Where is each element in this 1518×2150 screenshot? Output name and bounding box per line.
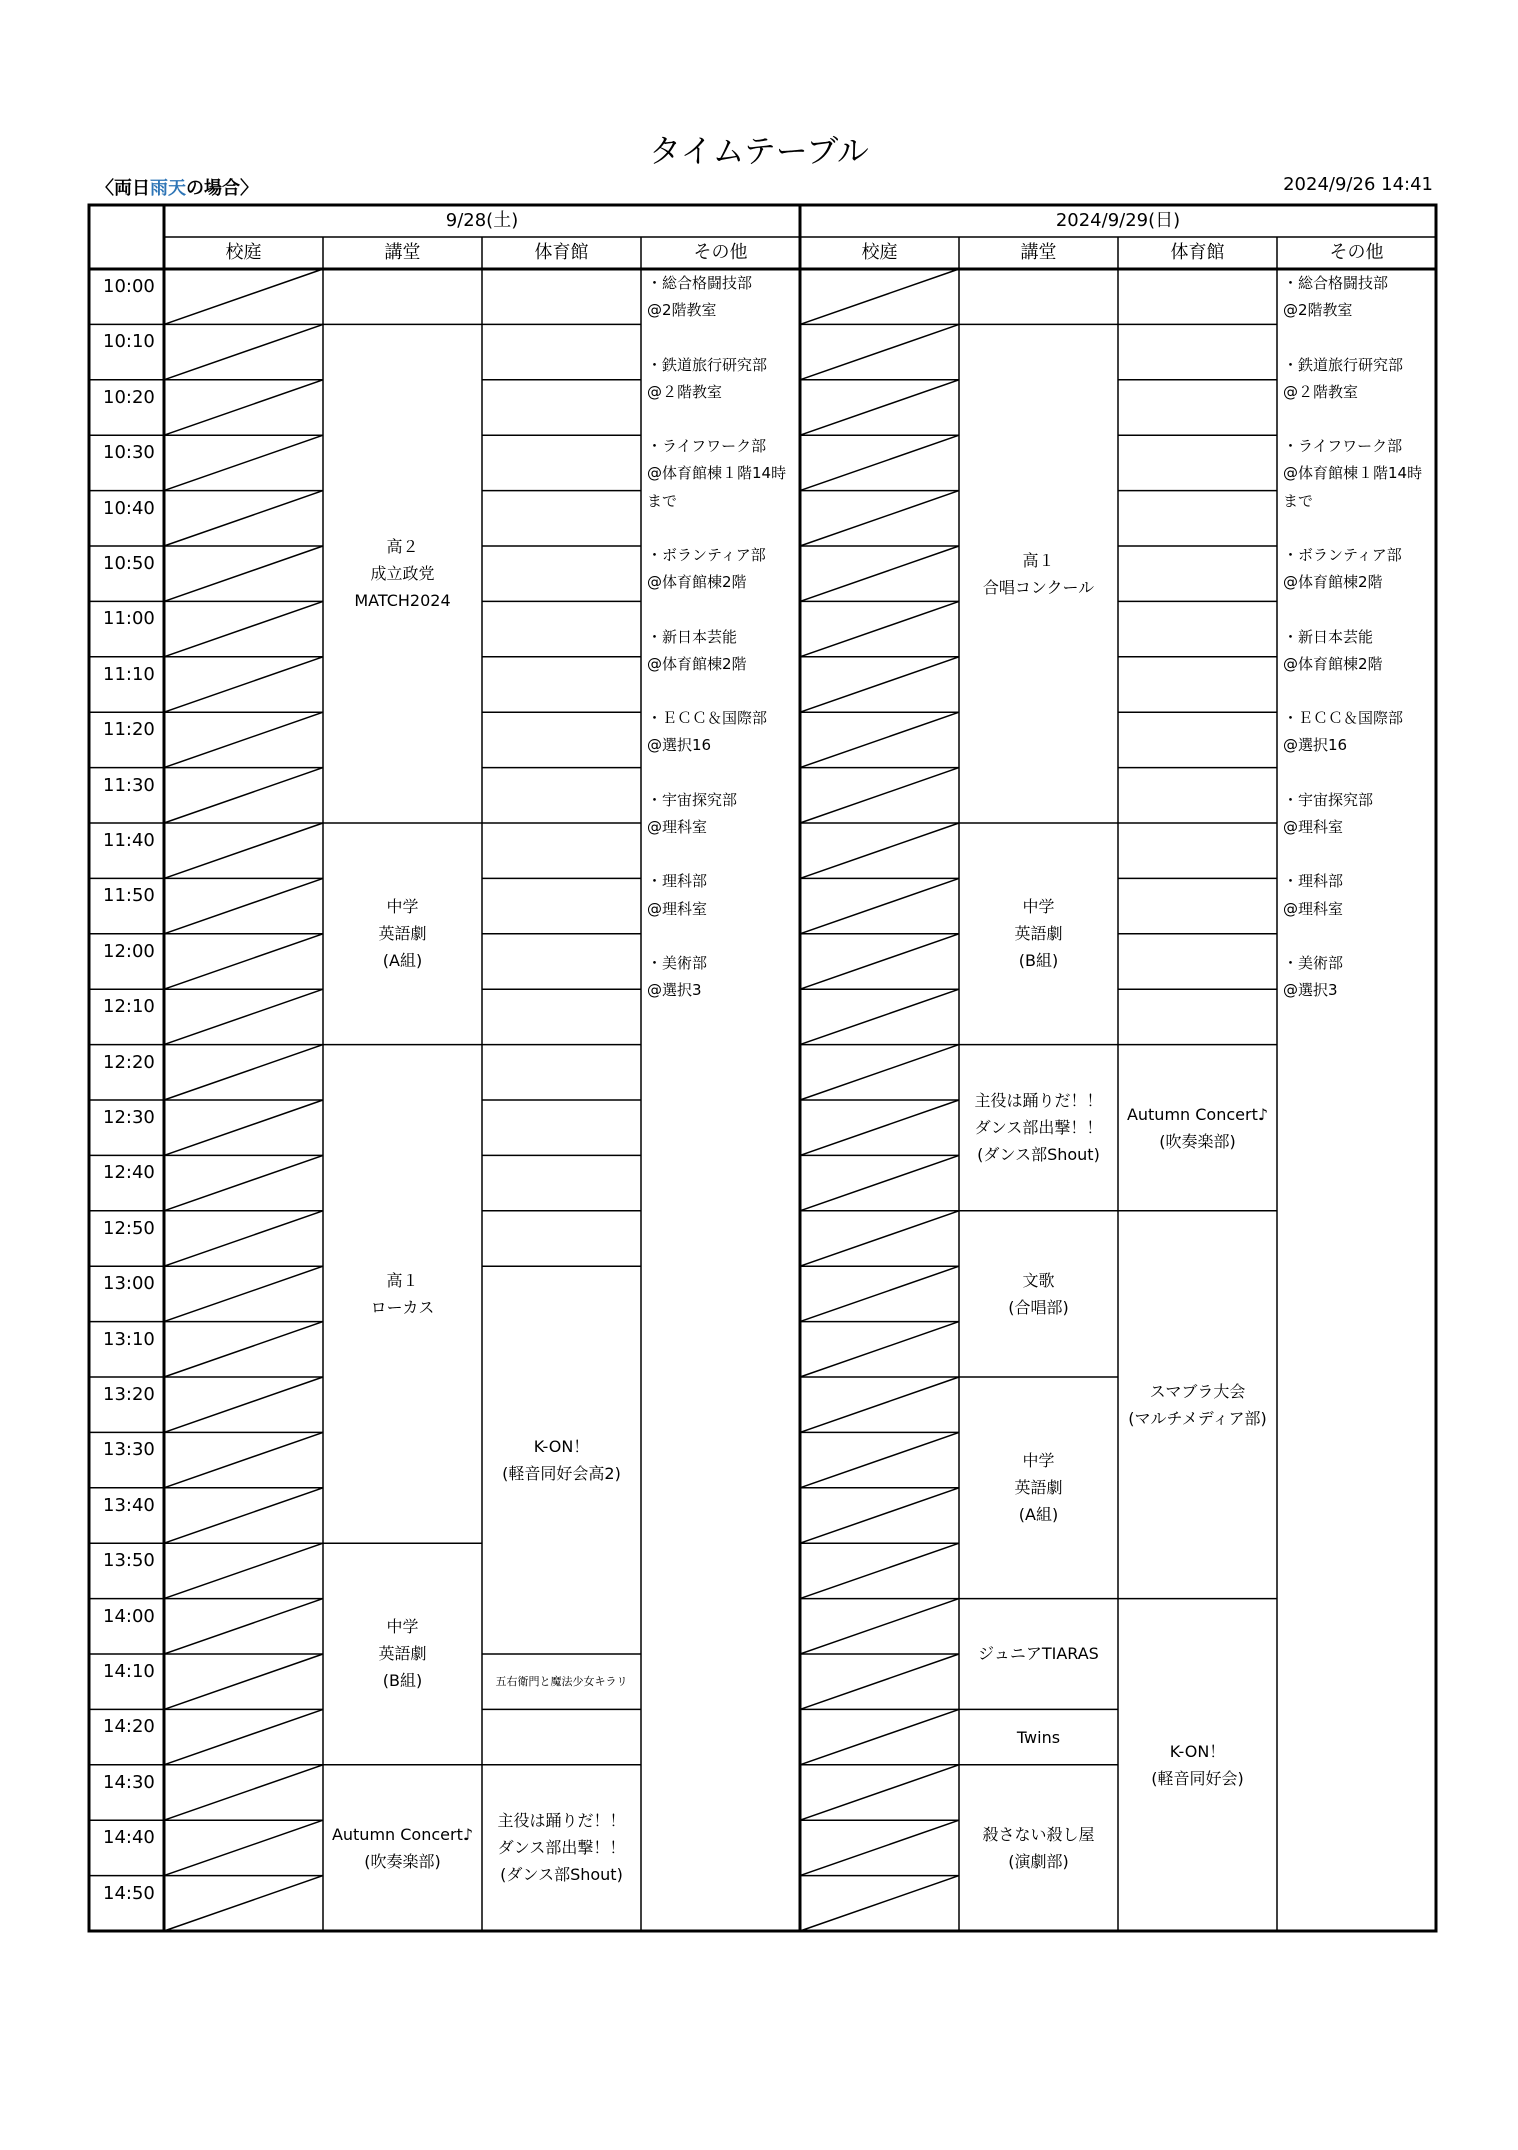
event-cell: ジュニアTIARAS <box>978 1644 1099 1664</box>
event-cell: K-ON！ (軽音同好会高2) <box>502 1437 621 1484</box>
time-label: 14:50 <box>103 1882 155 1904</box>
courtyard-slot-diagonal <box>164 324 323 379</box>
condition-open: 〈両日 <box>96 178 150 199</box>
courtyard-slot-diagonal <box>164 435 323 490</box>
time-label: 13:40 <box>103 1494 155 1516</box>
day-header: 2024/9/29(日) <box>1055 210 1181 231</box>
time-label: 14:30 <box>103 1771 155 1793</box>
courtyard-slot-diagonal <box>800 768 959 823</box>
timestamp: 2024/9/26 14:41 <box>1283 174 1433 195</box>
event-cell: 文歌 (合唱部) <box>1008 1270 1069 1317</box>
condition-close: の場合〉 <box>186 178 258 199</box>
event-cell: 五右衛門と魔法少女キラリ <box>495 1674 628 1688</box>
column-header: 校庭 <box>225 242 262 263</box>
note-gap <box>647 678 796 705</box>
courtyard-slot-diagonal <box>800 1100 959 1155</box>
time-label: 12:30 <box>103 1107 155 1128</box>
page-title: タイムテーブル <box>649 132 869 170</box>
column-header: 体育館 <box>534 242 589 263</box>
event-cell: 高１ 合唱コンクール <box>982 550 1095 597</box>
column-header: その他 <box>1329 242 1384 263</box>
courtyard-slot-diagonal <box>164 1045 323 1100</box>
courtyard-slot-diagonal <box>800 324 959 379</box>
sun-other-notes <box>1283 270 1432 1004</box>
condition-rain: 雨天 <box>150 178 186 199</box>
courtyard-slot-diagonal <box>164 1820 323 1875</box>
courtyard-slot-diagonal <box>800 1432 959 1487</box>
courtyard-slot-diagonal <box>164 1599 323 1654</box>
time-label: 13:10 <box>103 1328 155 1350</box>
courtyard-slot-diagonal <box>164 1654 323 1709</box>
event-cell: 殺さない殺し屋 (演劇部) <box>982 1824 1095 1871</box>
time-label: 12:40 <box>103 1162 155 1184</box>
time-label: 11:20 <box>103 719 155 741</box>
note-gap <box>1283 923 1432 950</box>
courtyard-slot-diagonal <box>164 878 323 933</box>
courtyard-slot-diagonal <box>800 1377 959 1432</box>
club-note: ・新日本芸能 @体育館棟2階 <box>647 627 747 673</box>
time-label: 13:20 <box>103 1384 155 1405</box>
courtyard-slot-diagonal <box>800 657 959 712</box>
time-label: 14:00 <box>103 1605 155 1627</box>
courtyard-slot-diagonal <box>800 1322 959 1377</box>
time-label: 12:00 <box>103 940 155 962</box>
courtyard-slot-diagonal <box>800 1654 959 1709</box>
note-gap <box>1283 678 1432 705</box>
courtyard-slot-diagonal <box>164 1709 323 1764</box>
time-label: 11:30 <box>103 774 155 796</box>
club-note: ・宇宙探究部 @理科室 <box>1283 790 1374 836</box>
courtyard-slot-diagonal <box>164 989 323 1044</box>
time-label: 10:00 <box>103 276 155 297</box>
time-label: 10:30 <box>103 442 155 464</box>
time-label: 11:40 <box>103 830 155 851</box>
courtyard-slot-diagonal <box>800 989 959 1044</box>
courtyard-slot-diagonal <box>800 878 959 933</box>
club-note: ・理科部 @理科室 <box>1283 872 1344 918</box>
courtyard-slot-diagonal <box>164 1100 323 1155</box>
time-label: 10:10 <box>103 331 155 353</box>
weather-condition <box>96 174 258 200</box>
courtyard-slot-diagonal <box>164 1432 323 1487</box>
courtyard-slot-diagonal <box>164 1765 323 1820</box>
time-label: 14:20 <box>103 1716 155 1738</box>
time-label: 10:40 <box>103 497 155 519</box>
courtyard-slot-diagonal <box>800 823 959 878</box>
event-cell: K-ON！ (軽音同好会) <box>1151 1741 1244 1788</box>
courtyard-slot-diagonal <box>800 1876 959 1931</box>
event-cell: 中学 英語劇 (A組) <box>378 897 427 971</box>
time-label: 13:30 <box>103 1439 155 1461</box>
note-gap <box>1283 760 1432 787</box>
note-gap <box>1283 515 1432 542</box>
courtyard-slot-diagonal <box>164 269 323 324</box>
note-gap <box>1283 406 1432 433</box>
courtyard-slot-diagonal <box>164 546 323 601</box>
courtyard-slot-diagonal <box>164 1211 323 1266</box>
courtyard-slot-diagonal <box>164 1876 323 1931</box>
club-note: ・新日本芸能 @体育館棟2階 <box>1283 627 1383 673</box>
courtyard-slot-diagonal <box>164 1155 323 1210</box>
event-cell: 高２ 成立政党 MATCH2024 <box>354 537 451 611</box>
courtyard-slot-diagonal <box>800 601 959 656</box>
column-header: 講堂 <box>384 242 421 263</box>
day-header: 9/28(土) <box>445 210 519 231</box>
event-cell: Autumn Concert♪ (吹奏楽部) <box>1126 1104 1269 1151</box>
courtyard-slot-diagonal <box>800 491 959 546</box>
column-header: その他 <box>693 242 748 263</box>
note-gap <box>647 406 796 433</box>
courtyard-slot-diagonal <box>164 934 323 989</box>
courtyard-slot-diagonal <box>800 1543 959 1598</box>
event-cell: 主役は踊りだ！！ ダンス部出撃！！ (ダンス部Shout) <box>974 1091 1103 1165</box>
club-note: ・宇宙探究部 @理科室 <box>647 790 738 836</box>
note-gap <box>647 596 796 623</box>
club-note: ・ＥＣＣ＆国際部 @選択16 <box>1283 709 1404 755</box>
club-note: ・理科部 @理科室 <box>647 872 708 918</box>
club-note: ・鉄道旅行研究部 @２階教室 <box>1283 355 1404 401</box>
column-header: 体育館 <box>1170 242 1225 263</box>
note-gap <box>647 515 796 542</box>
courtyard-slot-diagonal <box>800 269 959 324</box>
courtyard-slot-diagonal <box>164 601 323 656</box>
note-gap <box>647 760 796 787</box>
club-note: ・美術部 @選択3 <box>647 953 708 1000</box>
club-note: ・ボランティア部 @体育館棟2階 <box>1283 545 1402 592</box>
courtyard-slot-diagonal <box>164 657 323 712</box>
courtyard-slot-diagonal <box>164 380 323 435</box>
courtyard-slot-diagonal <box>164 823 323 878</box>
event-cell: Autumn Concert♪ (吹奏楽部) <box>331 1824 474 1871</box>
courtyard-slot-diagonal <box>800 1488 959 1543</box>
courtyard-slot-diagonal <box>800 712 959 767</box>
note-gap <box>647 923 796 950</box>
time-label: 12:50 <box>103 1217 155 1239</box>
time-label: 11:50 <box>103 885 155 907</box>
club-note: ・総合格闘技部 @2階教室 <box>1283 274 1389 320</box>
time-label: 13:50 <box>103 1550 155 1572</box>
courtyard-slot-diagonal <box>164 1266 323 1321</box>
column-header: 講堂 <box>1020 242 1057 263</box>
club-note: ・ライフワーク部 @体育館棟１階14時まで <box>1283 437 1423 510</box>
time-label: 10:50 <box>103 553 155 574</box>
courtyard-slot-diagonal <box>800 1820 959 1875</box>
courtyard-slot-diagonal <box>800 1599 959 1654</box>
courtyard-slot-diagonal <box>800 1155 959 1210</box>
event-cell: 主役は踊りだ！！ ダンス部出撃！！ (ダンス部Shout) <box>497 1811 626 1885</box>
courtyard-slot-diagonal <box>800 934 959 989</box>
event-cell: 中学 英語劇 (B組) <box>378 1617 427 1691</box>
event-cell: 中学 英語劇 (B組) <box>1014 897 1063 971</box>
time-label: 11:10 <box>103 663 155 685</box>
event-cell: 高１ ローカス <box>370 1270 435 1317</box>
courtyard-slot-diagonal <box>800 435 959 490</box>
courtyard-slot-diagonal <box>800 1765 959 1820</box>
sat-other-notes <box>647 270 796 1004</box>
club-note: ・鉄道旅行研究部 @２階教室 <box>647 355 768 401</box>
courtyard-slot-diagonal <box>164 768 323 823</box>
courtyard-slot-diagonal <box>164 1488 323 1543</box>
courtyard-slot-diagonal <box>800 1709 959 1764</box>
club-note: ・ライフワーク部 @体育館棟１階14時まで <box>647 437 787 510</box>
time-label: 13:00 <box>103 1273 155 1295</box>
courtyard-slot-diagonal <box>164 1322 323 1377</box>
note-gap <box>1283 596 1432 623</box>
time-label: 14:10 <box>103 1661 155 1682</box>
note-gap <box>1283 841 1432 868</box>
club-note: ・美術部 @選択3 <box>1283 953 1344 1000</box>
event-cell: スマブラ大会 (マルチメディア部) <box>1128 1381 1267 1428</box>
event-cell: Twins <box>1016 1727 1061 1747</box>
note-gap <box>647 841 796 868</box>
club-note: ・総合格闘技部 @2階教室 <box>647 274 753 320</box>
club-note: ・ＥＣＣ＆国際部 @選択16 <box>647 709 768 755</box>
time-label: 14:40 <box>103 1827 155 1849</box>
courtyard-slot-diagonal <box>164 1377 323 1432</box>
courtyard-slot-diagonal <box>800 546 959 601</box>
note-gap <box>647 324 796 351</box>
courtyard-slot-diagonal <box>164 1543 323 1598</box>
courtyard-slot-diagonal <box>164 712 323 767</box>
time-label: 11:00 <box>103 608 155 630</box>
club-note: ・ボランティア部 @体育館棟2階 <box>647 545 766 592</box>
courtyard-slot-diagonal <box>800 1045 959 1100</box>
courtyard-slot-diagonal <box>164 491 323 546</box>
column-header: 校庭 <box>861 242 898 263</box>
courtyard-slot-diagonal <box>800 1266 959 1321</box>
courtyard-slot-diagonal <box>800 380 959 435</box>
time-label: 10:20 <box>103 386 155 408</box>
event-cell: 中学 英語劇 (A組) <box>1014 1451 1063 1525</box>
courtyard-slot-diagonal <box>800 1211 959 1266</box>
note-gap <box>1283 324 1432 351</box>
time-label: 12:10 <box>103 996 155 1018</box>
time-label: 12:20 <box>103 1051 155 1073</box>
